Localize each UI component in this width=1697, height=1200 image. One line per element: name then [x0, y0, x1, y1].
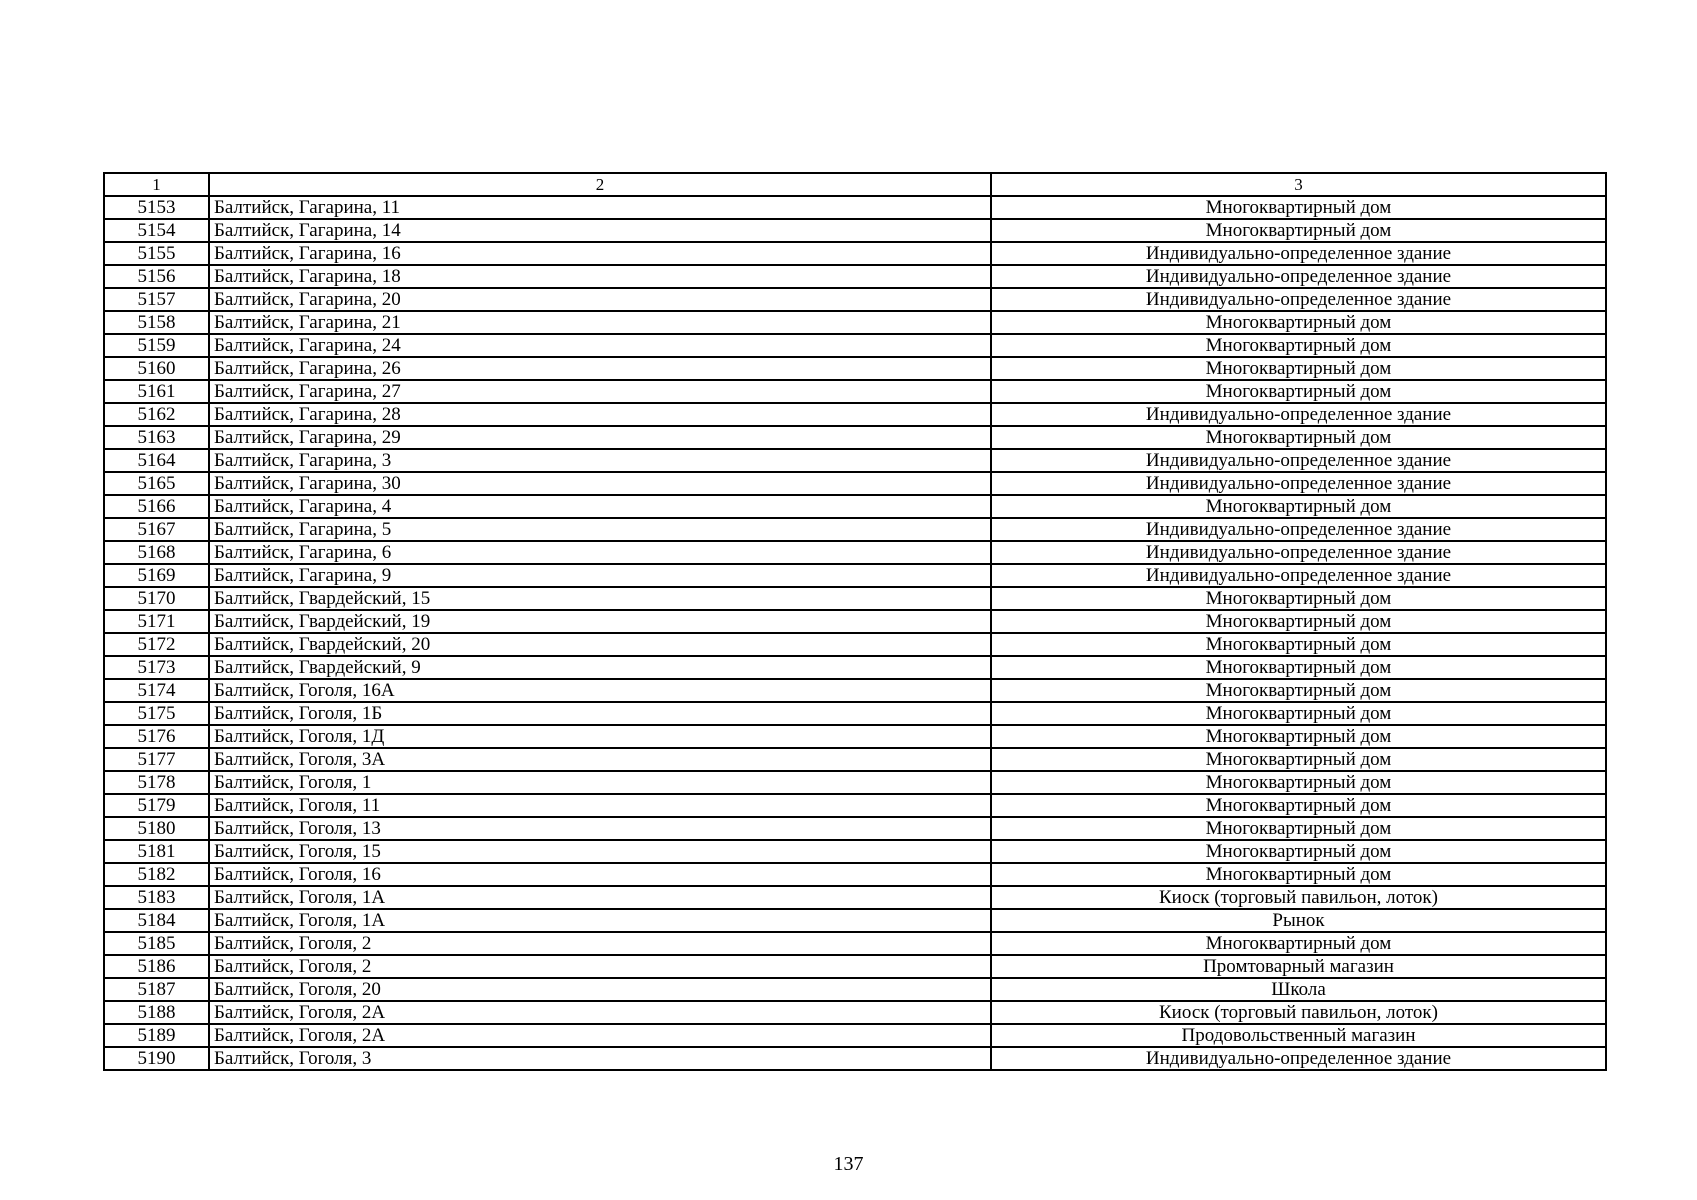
row-number-cell: 5185: [104, 932, 209, 955]
row-number-cell: 5176: [104, 725, 209, 748]
object-type-cell: Многоквартирный дом: [991, 702, 1606, 725]
object-type-cell: Индивидуально-определенное здание: [991, 449, 1606, 472]
object-type-cell: Многоквартирный дом: [991, 863, 1606, 886]
object-type-cell: Продовольственный магазин: [991, 1024, 1606, 1047]
table-row: [104, 403, 1606, 426]
address-cell: Балтийск, Гоголя, 2А: [209, 1001, 991, 1024]
object-type-cell: Многоквартирный дом: [991, 610, 1606, 633]
object-type-cell: Школа: [991, 978, 1606, 1001]
row-number-cell: 5164: [104, 449, 209, 472]
object-type-cell: Многоквартирный дом: [991, 357, 1606, 380]
object-type-cell: Многоквартирный дом: [991, 656, 1606, 679]
object-type-cell: Многоквартирный дом: [991, 633, 1606, 656]
row-number-cell: 5153: [104, 196, 209, 219]
table-row: [104, 610, 1606, 633]
row-number-cell: 5170: [104, 587, 209, 610]
object-type-cell: Индивидуально-определенное здание: [991, 403, 1606, 426]
table-row: [104, 564, 1606, 587]
address-cell: Балтийск, Гоголя, 1: [209, 771, 991, 794]
row-number-cell: 5155: [104, 242, 209, 265]
address-cell: Балтийск, Гоголя, 2: [209, 955, 991, 978]
table-row: [104, 334, 1606, 357]
table-row: [104, 495, 1606, 518]
object-type-cell: Рынок: [991, 909, 1606, 932]
table-row: [104, 932, 1606, 955]
object-type-cell: Индивидуально-определенное здание: [991, 541, 1606, 564]
object-type-cell: Многоквартирный дом: [991, 587, 1606, 610]
object-type-cell: Многоквартирный дом: [991, 495, 1606, 518]
address-cell: Балтийск, Гагарина, 27: [209, 380, 991, 403]
object-type-cell: Киоск (торговый павильон, лоток): [991, 886, 1606, 909]
table-row: [104, 1001, 1606, 1024]
address-cell: Балтийск, Гагарина, 16: [209, 242, 991, 265]
object-type-cell: Многоквартирный дом: [991, 725, 1606, 748]
table-row: [104, 242, 1606, 265]
row-number-cell: 5162: [104, 403, 209, 426]
table-row: [104, 587, 1606, 610]
address-cell: Балтийск, Гоголя, 16А: [209, 679, 991, 702]
address-cell: Балтийск, Гоголя, 1А: [209, 909, 991, 932]
row-number-cell: 5174: [104, 679, 209, 702]
address-cell: Балтийск, Гоголя, 16: [209, 863, 991, 886]
object-type-cell: Многоквартирный дом: [991, 219, 1606, 242]
table-row: [104, 541, 1606, 564]
header-cell-col3: 3: [991, 173, 1606, 196]
row-number-cell: 5186: [104, 955, 209, 978]
object-type-cell: Многоквартирный дом: [991, 679, 1606, 702]
object-type-cell: Многоквартирный дом: [991, 771, 1606, 794]
table-row: [104, 357, 1606, 380]
row-number-cell: 5171: [104, 610, 209, 633]
address-cell: Балтийск, Гагарина, 21: [209, 311, 991, 334]
object-type-cell: Многоквартирный дом: [991, 196, 1606, 219]
row-number-cell: 5163: [104, 426, 209, 449]
table-body: [104, 173, 1606, 1070]
address-cell: Балтийск, Гвардейский, 9: [209, 656, 991, 679]
address-cell: Балтийск, Гоголя, 11: [209, 794, 991, 817]
object-type-cell: Многоквартирный дом: [991, 794, 1606, 817]
address-cell: Балтийск, Гагарина, 29: [209, 426, 991, 449]
row-number-cell: 5159: [104, 334, 209, 357]
data-table: [103, 172, 1607, 1071]
row-number-cell: 5180: [104, 817, 209, 840]
row-number-cell: 5189: [104, 1024, 209, 1047]
object-type-cell: Индивидуально-определенное здание: [991, 472, 1606, 495]
row-number-cell: 5188: [104, 1001, 209, 1024]
row-number-cell: 5168: [104, 541, 209, 564]
object-type-cell: Индивидуально-определенное здание: [991, 288, 1606, 311]
object-type-cell: Индивидуально-определенное здание: [991, 242, 1606, 265]
row-number-cell: 5177: [104, 748, 209, 771]
table-row: [104, 656, 1606, 679]
row-number-cell: 5165: [104, 472, 209, 495]
object-type-cell: Многоквартирный дом: [991, 334, 1606, 357]
object-type-cell: Индивидуально-определенное здание: [991, 518, 1606, 541]
address-cell: Балтийск, Гагарина, 26: [209, 357, 991, 380]
table-row: [104, 886, 1606, 909]
table-row: [104, 426, 1606, 449]
object-type-cell: Многоквартирный дом: [991, 817, 1606, 840]
address-cell: Балтийск, Гоголя, 2А: [209, 1024, 991, 1047]
address-cell: Балтийск, Гоголя, 1Б: [209, 702, 991, 725]
object-type-cell: Многоквартирный дом: [991, 748, 1606, 771]
address-cell: Балтийск, Гагарина, 5: [209, 518, 991, 541]
address-cell: Балтийск, Гоголя, 13: [209, 817, 991, 840]
page-number: 137: [833, 1153, 864, 1175]
table-row: [104, 771, 1606, 794]
row-number-cell: 5172: [104, 633, 209, 656]
table-header-row: [104, 173, 1606, 196]
table-row: [104, 702, 1606, 725]
table-row: [104, 265, 1606, 288]
object-type-cell: Многоквартирный дом: [991, 311, 1606, 334]
object-type-cell: Индивидуально-определенное здание: [991, 1047, 1606, 1070]
object-type-cell: Киоск (торговый павильон, лоток): [991, 1001, 1606, 1024]
header-cell-col2: 2: [209, 173, 991, 196]
row-number-cell: 5175: [104, 702, 209, 725]
object-type-cell: Многоквартирный дом: [991, 932, 1606, 955]
table-row: [104, 909, 1606, 932]
row-number-cell: 5187: [104, 978, 209, 1001]
table-row: [104, 1024, 1606, 1047]
table-row: [104, 311, 1606, 334]
row-number-cell: 5179: [104, 794, 209, 817]
table-row: [104, 196, 1606, 219]
address-cell: Балтийск, Гоголя, 20: [209, 978, 991, 1001]
address-cell: Балтийск, Гоголя, 3: [209, 1047, 991, 1070]
row-number-cell: 5184: [104, 909, 209, 932]
address-cell: Балтийск, Гоголя, 3А: [209, 748, 991, 771]
address-cell: Балтийск, Гагарина, 11: [209, 196, 991, 219]
address-cell: Балтийск, Гвардейский, 15: [209, 587, 991, 610]
header-cell-col1: 1: [104, 173, 209, 196]
row-number-cell: 5161: [104, 380, 209, 403]
row-number-cell: 5157: [104, 288, 209, 311]
address-cell: Балтийск, Гагарина, 9: [209, 564, 991, 587]
row-number-cell: 5181: [104, 840, 209, 863]
row-number-cell: 5156: [104, 265, 209, 288]
table-row: [104, 748, 1606, 771]
table-row: [104, 380, 1606, 403]
object-type-cell: Многоквартирный дом: [991, 380, 1606, 403]
address-cell: Балтийск, Гагарина, 30: [209, 472, 991, 495]
address-cell: Балтийск, Гоголя, 1А: [209, 886, 991, 909]
table-row: [104, 679, 1606, 702]
address-cell: Балтийск, Гагарина, 20: [209, 288, 991, 311]
table-row: [104, 978, 1606, 1001]
table-row: [104, 219, 1606, 242]
table-row: [104, 633, 1606, 656]
table-row: [104, 817, 1606, 840]
row-number-cell: 5169: [104, 564, 209, 587]
row-number-cell: 5178: [104, 771, 209, 794]
address-cell: Балтийск, Гагарина, 14: [209, 219, 991, 242]
table-row: [104, 288, 1606, 311]
table-row: [104, 725, 1606, 748]
table-row: [104, 449, 1606, 472]
address-cell: Балтийск, Гоголя, 2: [209, 932, 991, 955]
object-type-cell: Многоквартирный дом: [991, 840, 1606, 863]
address-cell: Балтийск, Гагарина, 3: [209, 449, 991, 472]
object-type-cell: Индивидуально-определенное здание: [991, 564, 1606, 587]
table-row: [104, 1047, 1606, 1070]
row-number-cell: 5190: [104, 1047, 209, 1070]
row-number-cell: 5173: [104, 656, 209, 679]
row-number-cell: 5166: [104, 495, 209, 518]
row-number-cell: 5183: [104, 886, 209, 909]
table-row: [104, 840, 1606, 863]
address-cell: Балтийск, Гагарина, 6: [209, 541, 991, 564]
object-type-cell: Индивидуально-определенное здание: [991, 265, 1606, 288]
address-cell: Балтийск, Гоголя, 1Д: [209, 725, 991, 748]
table-row: [104, 955, 1606, 978]
address-cell: Балтийск, Гоголя, 15: [209, 840, 991, 863]
object-type-cell: Промтоварный магазин: [991, 955, 1606, 978]
object-type-cell: Многоквартирный дом: [991, 426, 1606, 449]
table-row: [104, 863, 1606, 886]
table-row: [104, 794, 1606, 817]
row-number-cell: 5160: [104, 357, 209, 380]
row-number-cell: 5167: [104, 518, 209, 541]
address-cell: Балтийск, Гагарина, 4: [209, 495, 991, 518]
address-cell: Балтийск, Гагарина, 18: [209, 265, 991, 288]
row-number-cell: 5182: [104, 863, 209, 886]
address-cell: Балтийск, Гагарина, 24: [209, 334, 991, 357]
address-cell: Балтийск, Гагарина, 28: [209, 403, 991, 426]
address-cell: Балтийск, Гвардейский, 20: [209, 633, 991, 656]
row-number-cell: 5154: [104, 219, 209, 242]
table-row: [104, 472, 1606, 495]
address-cell: Балтийск, Гвардейский, 19: [209, 610, 991, 633]
table-row: [104, 518, 1606, 541]
row-number-cell: 5158: [104, 311, 209, 334]
